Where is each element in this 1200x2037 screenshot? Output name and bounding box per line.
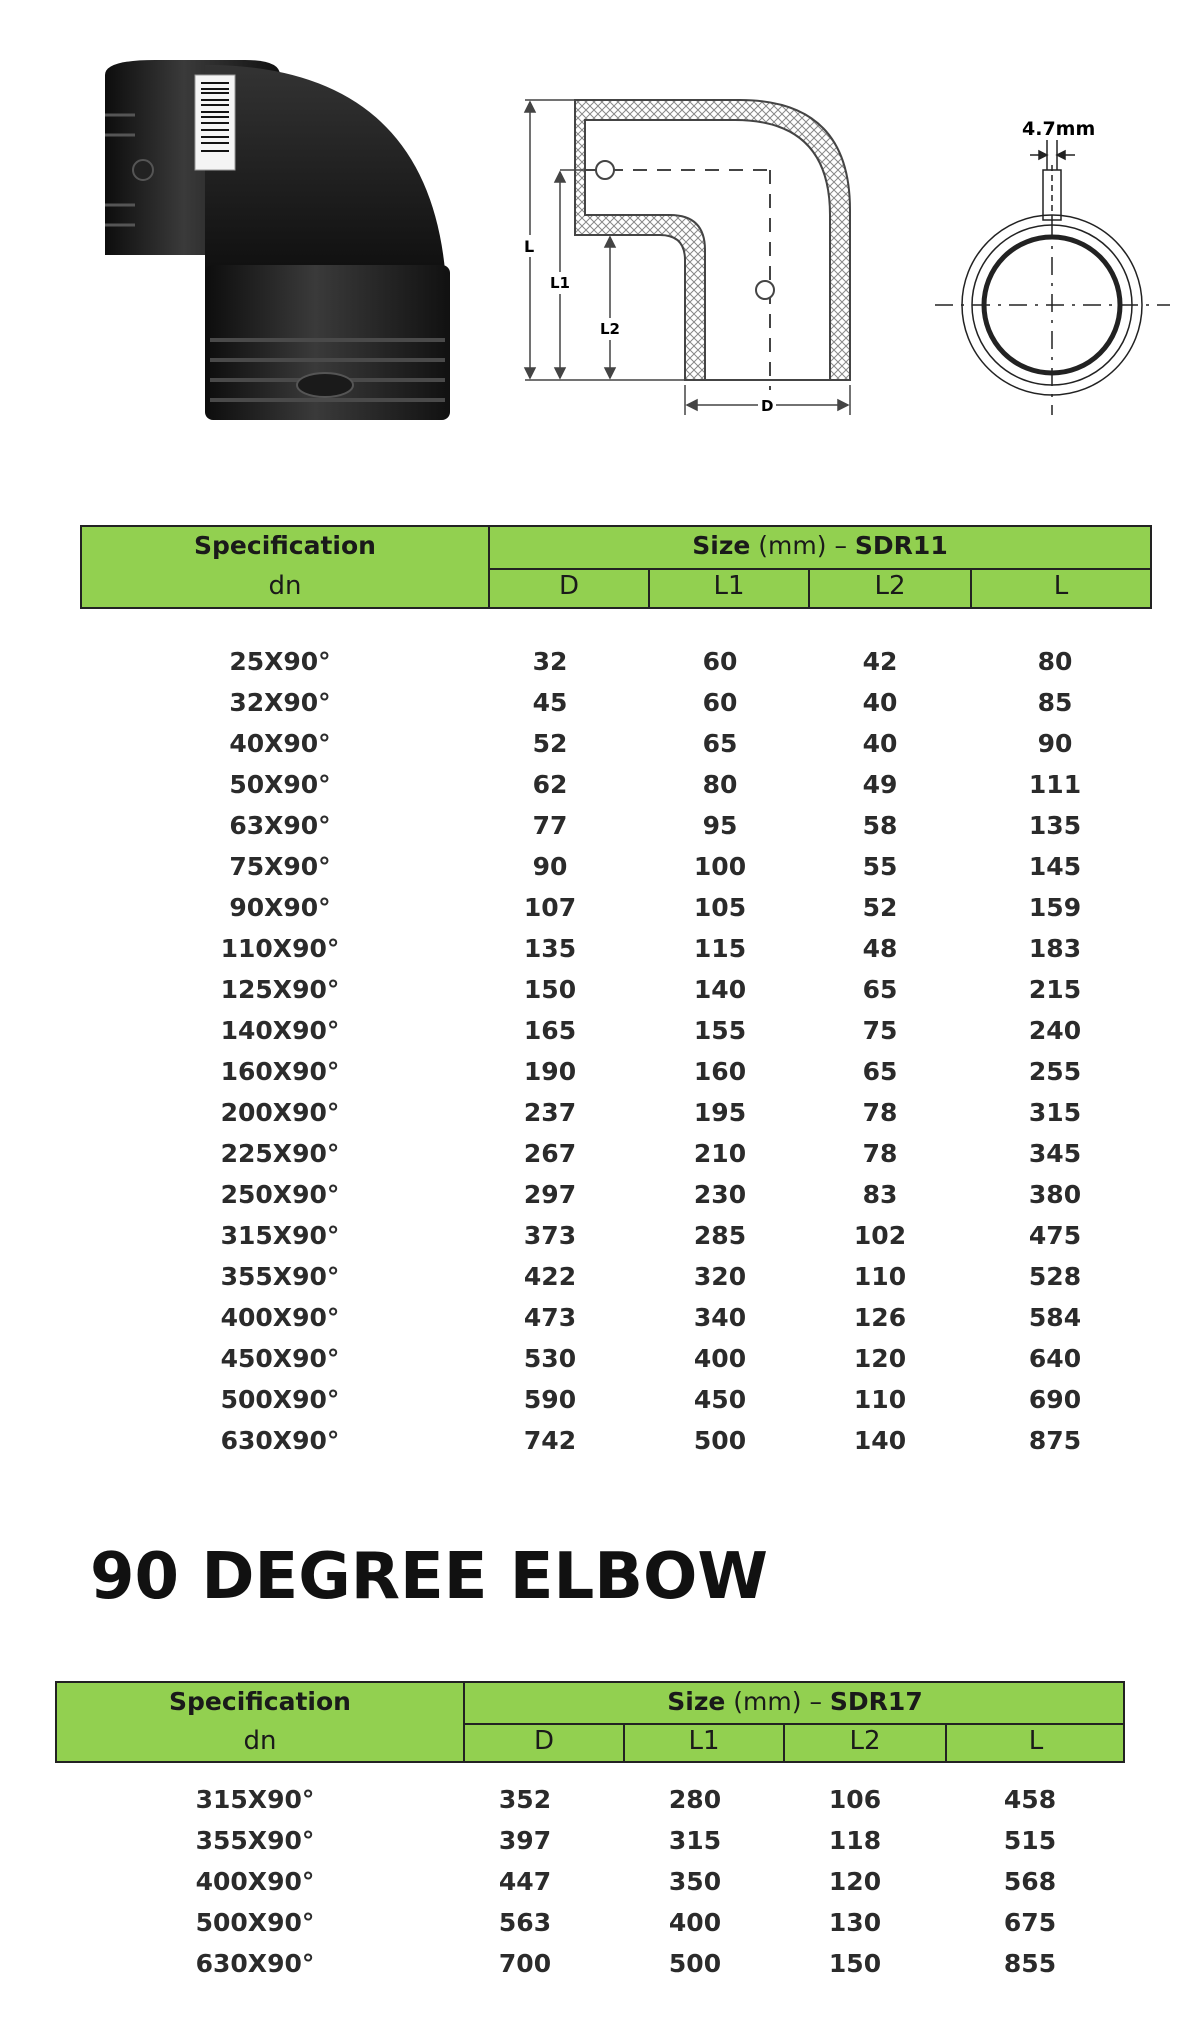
elbow-section-drawing [510, 90, 880, 430]
l2-cell: 120 [828, 1867, 882, 1896]
d-cell: 150 [523, 975, 577, 1004]
l2-cell: 106 [828, 1785, 882, 1814]
l2-cell: 78 [862, 1139, 898, 1168]
l-cell: 135 [1028, 811, 1082, 840]
d-cell: 237 [523, 1098, 577, 1127]
d-cell: 267 [523, 1139, 577, 1168]
d-cell: 422 [523, 1262, 577, 1291]
l1-cell: 115 [693, 934, 747, 963]
table-row [80, 846, 1152, 887]
table1-body [80, 641, 1152, 1471]
col-header-L: L [1053, 571, 1069, 601]
d-cell: 530 [523, 1344, 577, 1373]
d-cell: 62 [532, 770, 568, 799]
d-cell: 32 [532, 647, 568, 676]
l1-cell: 350 [668, 1867, 722, 1896]
table-row [80, 764, 1152, 805]
table-row [55, 1943, 1125, 1984]
d-cell: 107 [523, 893, 577, 922]
l1-cell: 100 [693, 852, 747, 881]
d-cell: 45 [532, 688, 568, 717]
l2-cell: 42 [862, 647, 898, 676]
l-cell: 111 [1028, 770, 1082, 799]
l-cell: 315 [1028, 1098, 1082, 1127]
spec-cell: 355X90° [195, 1826, 315, 1855]
spec-cell: 630X90° [220, 1426, 340, 1455]
spec-cell: 630X90° [195, 1949, 315, 1978]
spec-cell: 160X90° [220, 1057, 340, 1086]
l2-cell: 65 [862, 975, 898, 1004]
table-row [55, 1902, 1125, 1943]
l2-cell: 110 [853, 1385, 907, 1414]
l2-cell: 102 [853, 1221, 907, 1250]
l-cell: 145 [1028, 852, 1082, 881]
spec-cell: 400X90° [195, 1867, 315, 1896]
l1-cell: 400 [693, 1344, 747, 1373]
l2-cell: 78 [862, 1098, 898, 1127]
spec-cell: 110X90° [220, 934, 340, 963]
table-row [80, 1174, 1152, 1215]
l-cell: 568 [1003, 1867, 1057, 1896]
l-cell: 640 [1028, 1344, 1082, 1373]
col-header-D: D [533, 1726, 555, 1756]
table-row [80, 1092, 1152, 1133]
d-cell: 135 [523, 934, 577, 963]
d-cell: 90 [532, 852, 568, 881]
l1-cell: 160 [693, 1057, 747, 1086]
l2-cell: 83 [862, 1180, 898, 1209]
l-cell: 528 [1028, 1262, 1082, 1291]
d-cell: 297 [523, 1180, 577, 1209]
width-dimension-label: 4.7mm [1022, 118, 1096, 140]
label-D: D [761, 397, 774, 415]
table-row [55, 1820, 1125, 1861]
spec-cell: 125X90° [220, 975, 340, 1004]
col-header-L1: L1 [713, 571, 745, 601]
col-header-D: D [558, 571, 580, 601]
l-cell: 240 [1028, 1016, 1082, 1045]
spec-cell: 140X90° [220, 1016, 340, 1045]
d-cell: 742 [523, 1426, 577, 1455]
l-cell: 183 [1028, 934, 1082, 963]
d-cell: 590 [523, 1385, 577, 1414]
spec-cell: 50X90° [229, 770, 331, 799]
table-row [80, 887, 1152, 928]
l-cell: 675 [1003, 1908, 1057, 1937]
table-row [80, 1338, 1152, 1379]
table2-body [55, 1779, 1125, 1989]
col-header-L1: L1 [688, 1726, 720, 1756]
l-cell: 85 [1037, 688, 1073, 717]
label-L: L [524, 237, 535, 256]
d-cell: 52 [532, 729, 568, 758]
spec-cell: 90X90° [229, 893, 331, 922]
table-row [80, 1297, 1152, 1338]
size-header [465, 1687, 1125, 1716]
l1-cell: 280 [668, 1785, 722, 1814]
l2-cell: 52 [862, 893, 898, 922]
l1-cell: 155 [693, 1016, 747, 1045]
page-title: 90 DEGREE ELBOW [90, 1540, 768, 1614]
l1-cell: 65 [702, 729, 738, 758]
dn-header-label: dn [268, 571, 302, 601]
l1-cell: 80 [702, 770, 738, 799]
l2-cell: 75 [862, 1016, 898, 1045]
d-cell: 352 [498, 1785, 552, 1814]
col-header-L2: L2 [849, 1726, 881, 1756]
d-cell: 190 [523, 1057, 577, 1086]
l-cell: 875 [1028, 1426, 1082, 1455]
l-cell: 458 [1003, 1785, 1057, 1814]
l1-cell: 140 [693, 975, 747, 1004]
size-header [490, 531, 1150, 560]
table-row [80, 1256, 1152, 1297]
l-cell: 475 [1028, 1221, 1082, 1250]
size-header-bold: Size [667, 1687, 726, 1716]
table-row [80, 805, 1152, 846]
l2-cell: 48 [862, 934, 898, 963]
d-cell: 165 [523, 1016, 577, 1045]
l-cell: 215 [1028, 975, 1082, 1004]
spec-header-label: Specification [194, 531, 376, 560]
l2-cell: 40 [862, 729, 898, 758]
table-row [80, 1010, 1152, 1051]
d-cell: 447 [498, 1867, 552, 1896]
spec-header-label: Specification [169, 1687, 351, 1716]
label-L2: L2 [600, 320, 620, 338]
table-row [80, 723, 1152, 764]
table-row [80, 928, 1152, 969]
l-cell: 80 [1037, 647, 1073, 676]
col-header-L2: L2 [874, 571, 906, 601]
table1-header [80, 525, 1152, 609]
l1-cell: 105 [693, 893, 747, 922]
size-header-unit: (mm) – [725, 1687, 830, 1716]
l1-cell: 500 [693, 1426, 747, 1455]
d-cell: 563 [498, 1908, 552, 1937]
l-cell: 159 [1028, 893, 1082, 922]
table-row [80, 1379, 1152, 1420]
l1-cell: 500 [668, 1949, 722, 1978]
l2-cell: 130 [828, 1908, 882, 1937]
table-row [80, 1051, 1152, 1092]
table2-header [55, 1681, 1125, 1763]
spec-cell: 40X90° [229, 729, 331, 758]
spec-cell: 200X90° [220, 1098, 340, 1127]
table-row [80, 1420, 1152, 1461]
l2-cell: 140 [853, 1426, 907, 1455]
spec-cell: 450X90° [220, 1344, 340, 1373]
l1-cell: 230 [693, 1180, 747, 1209]
l-cell: 690 [1028, 1385, 1082, 1414]
l-cell: 380 [1028, 1180, 1082, 1209]
l1-cell: 315 [668, 1826, 722, 1855]
d-cell: 700 [498, 1949, 552, 1978]
d-cell: 77 [532, 811, 568, 840]
l1-cell: 60 [702, 647, 738, 676]
spec-cell: 63X90° [229, 811, 331, 840]
spec-cell: 25X90° [229, 647, 331, 676]
size-header-unit: (mm) – [750, 531, 855, 560]
spec-cell: 355X90° [220, 1262, 340, 1291]
size-header-bold: Size [692, 531, 751, 560]
d-cell: 373 [523, 1221, 577, 1250]
elbow-end-view-drawing [915, 110, 1175, 430]
l2-cell: 65 [862, 1057, 898, 1086]
l1-cell: 195 [693, 1098, 747, 1127]
spec-cell: 500X90° [220, 1385, 340, 1414]
table-row [55, 1779, 1125, 1820]
l1-cell: 400 [668, 1908, 722, 1937]
spec-cell: 75X90° [229, 852, 331, 881]
spec-cell: 400X90° [220, 1303, 340, 1332]
l1-cell: 340 [693, 1303, 747, 1332]
col-header-L: L [1028, 1726, 1044, 1756]
spec-cell: 500X90° [195, 1908, 315, 1937]
l-cell: 584 [1028, 1303, 1082, 1332]
table-row [80, 1133, 1152, 1174]
d-cell: 473 [523, 1303, 577, 1332]
l-cell: 345 [1028, 1139, 1082, 1168]
l2-cell: 118 [828, 1826, 882, 1855]
l1-cell: 450 [693, 1385, 747, 1414]
spec-cell: 250X90° [220, 1180, 340, 1209]
l2-cell: 110 [853, 1262, 907, 1291]
table-row [80, 1215, 1152, 1256]
l2-cell: 58 [862, 811, 898, 840]
l1-cell: 320 [693, 1262, 747, 1291]
l1-cell: 95 [702, 811, 738, 840]
l1-cell: 60 [702, 688, 738, 717]
l2-cell: 49 [862, 770, 898, 799]
size-header-sdr: SDR11 [854, 531, 948, 560]
l-cell: 515 [1003, 1826, 1057, 1855]
spec-cell: 315X90° [195, 1785, 315, 1814]
l2-cell: 40 [862, 688, 898, 717]
label-L1: L1 [550, 274, 570, 292]
l2-cell: 120 [853, 1344, 907, 1373]
size-header-sdr: SDR17 [829, 1687, 923, 1716]
l2-cell: 126 [853, 1303, 907, 1332]
spec-cell: 225X90° [220, 1139, 340, 1168]
spec-cell: 315X90° [220, 1221, 340, 1250]
dn-header-label: dn [243, 1726, 277, 1756]
l-cell: 90 [1037, 729, 1073, 758]
l1-cell: 210 [693, 1139, 747, 1168]
table-row [80, 969, 1152, 1010]
table-row [80, 682, 1152, 723]
l2-cell: 55 [862, 852, 898, 881]
table-row [80, 641, 1152, 682]
l2-cell: 150 [828, 1949, 882, 1978]
l1-cell: 285 [693, 1221, 747, 1250]
elbow-product-photo [95, 55, 475, 435]
d-cell: 397 [498, 1826, 552, 1855]
table-row [55, 1861, 1125, 1902]
l-cell: 255 [1028, 1057, 1082, 1086]
l-cell: 855 [1003, 1949, 1057, 1978]
spec-cell: 32X90° [229, 688, 331, 717]
